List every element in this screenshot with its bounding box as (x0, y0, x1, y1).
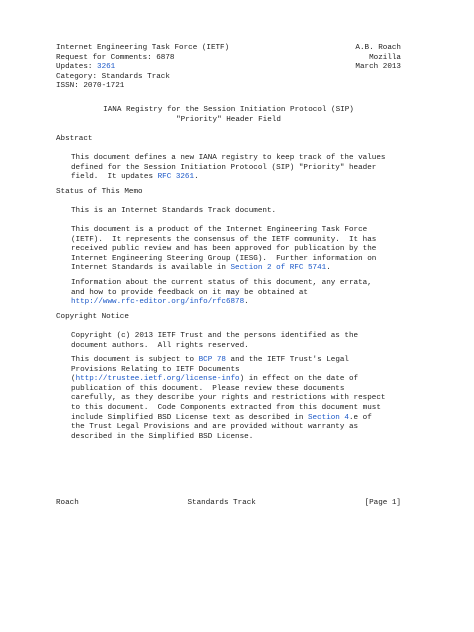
copyright-paragraph-1 (71, 332, 401, 351)
text-line: described in the Simplified BSD License. (71, 432, 254, 441)
text-line: publication of this document. Please review these documents (71, 384, 345, 393)
bcp-78-link[interactable]: BCP 78 (198, 356, 226, 364)
text-fragment: field. It updates (71, 173, 158, 182)
header-row (56, 82, 401, 92)
rfc-5741-link[interactable]: Section 2 of RFC 5741 (230, 264, 327, 273)
text-fragment: . (244, 298, 249, 307)
text-line (71, 375, 401, 385)
abstract-heading (56, 135, 401, 145)
text-line: This is an Internet Standards Track document. (71, 207, 277, 215)
header-author: A.B. Roach (355, 44, 401, 52)
section-4-link[interactable]: Section 4 (307, 413, 349, 422)
copyright-paragraph-2 (71, 356, 401, 442)
header-issn: ISSN: 2070-1721 (56, 82, 125, 91)
text-line: (IETF). It represents the consensus of the IETF community. It has (71, 235, 377, 244)
text-fragment: ) in effect on the date of (239, 375, 359, 384)
status-paragraph-3 (71, 279, 401, 308)
footer-author: Roach (56, 499, 79, 507)
text-line (71, 173, 401, 183)
header-date: March 2013 (355, 63, 401, 72)
rfc-editor-info-link[interactable]: http://www.rfc-editor.org/info/rfc6878 (71, 298, 245, 307)
text-fragment: and the IETF Trust's Legal (225, 356, 349, 364)
abstract-text (71, 154, 401, 183)
section-heading: Copyright Notice (56, 313, 129, 321)
footer-category: Standards Track (187, 499, 256, 507)
document-header (56, 44, 401, 92)
header-row (56, 63, 401, 73)
text-line: defined for the Session Initiation Protocol (SIP) "Priority" header (71, 163, 377, 172)
status-heading (56, 188, 401, 198)
header-row (56, 44, 401, 54)
text-fragment: . (194, 173, 199, 182)
text-line: Internet Engineering Steering Group (IESG). Further information on (71, 254, 377, 263)
trustee-license-link[interactable]: http://trustee.ietf.org/license-info (75, 375, 240, 384)
title-line: "Priority" Header Field (176, 115, 281, 124)
text-line (71, 264, 401, 274)
text-line: Copyright (c) 2013 IETF Trust and the persons identified as the (71, 332, 359, 340)
text-line: This document is a product of the Internet Engineering Task Force (71, 226, 368, 234)
text-line: document authors. All rights reserved. (71, 341, 249, 350)
text-fragment: .e of (348, 413, 372, 422)
header-updates (56, 63, 115, 73)
page-footer (56, 499, 401, 509)
text-line: carefully, as they describe your rights and restrictions with respect (71, 394, 386, 403)
updates-rfc-link[interactable]: 3261 (97, 63, 116, 72)
text-line: and how to provide feedback on it may be obtained at (71, 288, 308, 297)
text-line (71, 298, 401, 308)
text-fragment: include Simplified BSD License text as described in (71, 413, 308, 422)
text-fragment: . (326, 264, 331, 273)
status-paragraph-1 (71, 207, 401, 217)
header-row (56, 54, 401, 64)
header-organization: Internet Engineering Task Force (IETF) (56, 44, 230, 52)
document-title (56, 106, 401, 125)
text-line: received public review and has been approved for publication by the (71, 245, 377, 254)
text-line (71, 414, 401, 424)
text-line: the Trust Legal Provisions and are provided without warranty as (71, 423, 359, 432)
text-line: This document defines a new IANA registry to keep track of the values (71, 154, 386, 162)
rfc-3261-link[interactable]: RFC 3261 (157, 173, 195, 182)
footer-row (56, 499, 401, 509)
section-heading: Abstract (56, 135, 93, 143)
copyright-heading (56, 313, 401, 323)
text-line: Provisions Relating to IETF Documents (71, 365, 240, 374)
header-category: Category: Standards Track (56, 72, 170, 81)
footer-page-number: [Page 1] (364, 499, 401, 507)
header-row (56, 73, 401, 83)
text-line: Information about the current status of this document, any errata, (71, 279, 372, 287)
title-line: IANA Registry for the Session Initiation Protocol (SIP) (103, 106, 354, 114)
header-updates-label: Updates: (56, 63, 98, 72)
header-rfc-number: Request for Comments: 6878 (56, 53, 175, 62)
status-paragraph-2 (71, 226, 401, 274)
text-fragment: ( (71, 375, 76, 384)
text-fragment: Internet Standards is available in (71, 264, 231, 273)
text-line: to this document. Code Components extracted from this document must (71, 403, 381, 412)
section-heading: Status of This Memo (56, 188, 143, 196)
text-fragment: This document is subject to (71, 356, 199, 364)
text-line (71, 356, 401, 366)
header-affiliation: Mozilla (369, 53, 401, 62)
